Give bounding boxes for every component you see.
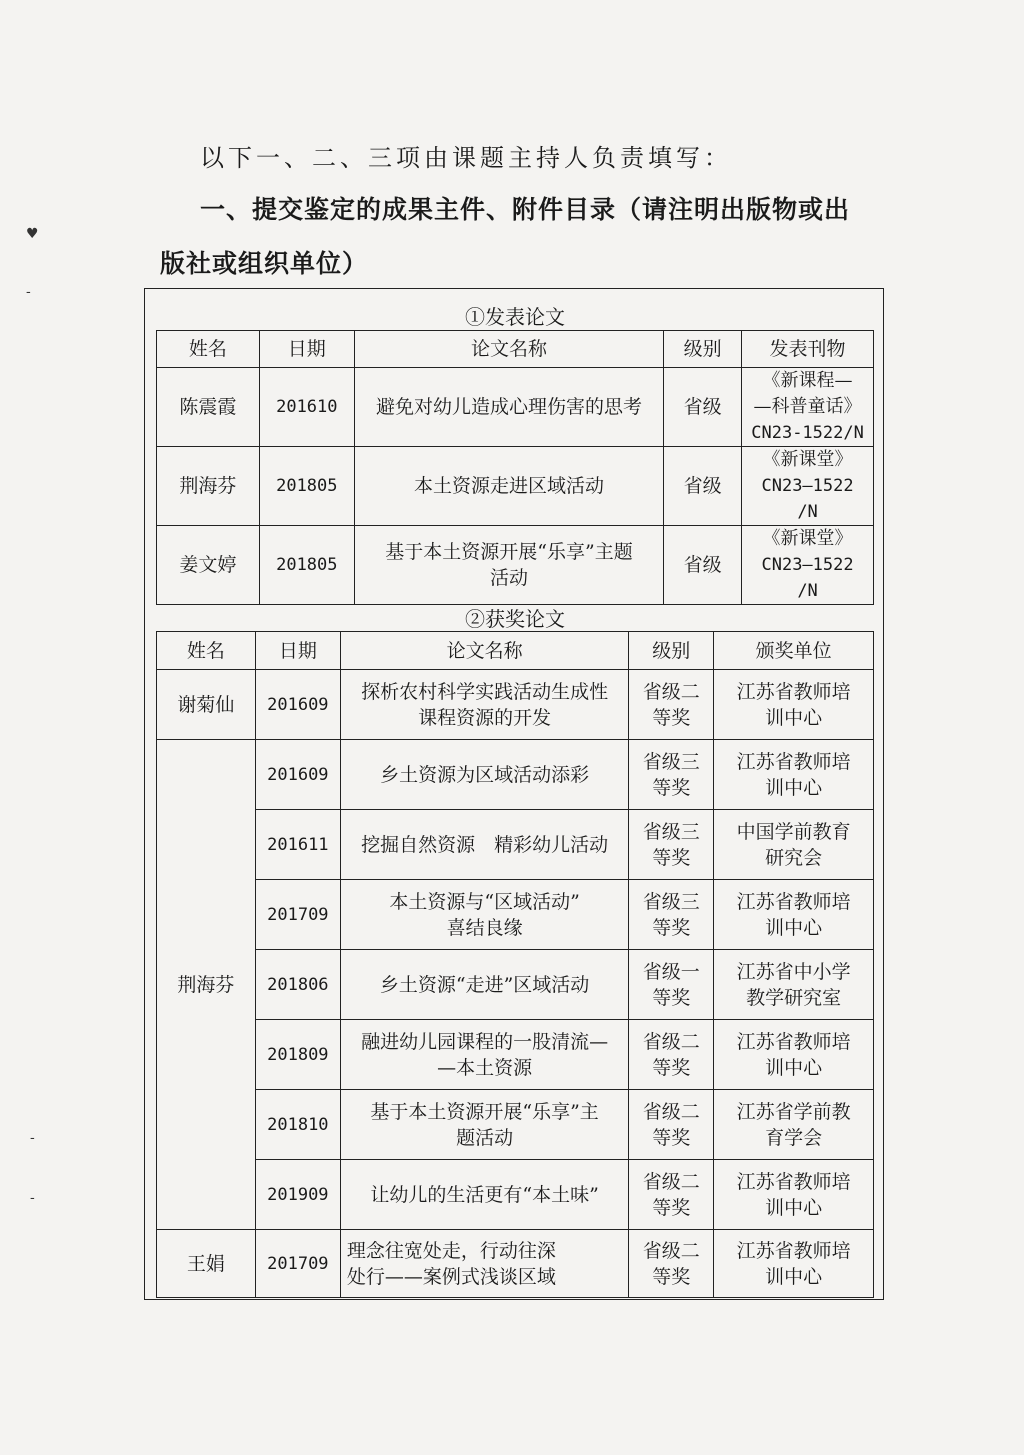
table-row bbox=[157, 1230, 874, 1298]
level-cell: 省级 bbox=[664, 368, 742, 447]
author-name: 荆海芬 bbox=[157, 447, 260, 526]
table-row bbox=[157, 950, 874, 1020]
heading-line-1: 一、提交鉴定的成果主件、附件目录（请注明出版物或出 bbox=[200, 195, 851, 224]
paper-title: 理念往宽处走，行动往深 处行——案例式浅谈区域 bbox=[340, 1230, 629, 1298]
header-journal: 发表刊物 bbox=[742, 331, 874, 368]
author-name: 陈震霞 bbox=[157, 368, 260, 447]
paper-title: 本土资源与“区域活动” 喜结良缘 bbox=[340, 880, 629, 950]
level-cell: 省级 bbox=[664, 526, 742, 605]
date-cell: 201809 bbox=[255, 1020, 340, 1090]
date-cell: 201805 bbox=[259, 526, 354, 605]
table-row bbox=[157, 1090, 874, 1160]
author-name: 谢菊仙 bbox=[157, 670, 256, 740]
level-cell: 省级 bbox=[664, 447, 742, 526]
awarded-header-row bbox=[157, 632, 874, 670]
table-row bbox=[157, 526, 874, 605]
paper-title: 挖掘自然资源 精彩幼儿活动 bbox=[340, 810, 629, 880]
published-caption: ①发表论文 bbox=[465, 305, 565, 329]
header-name: 姓名 bbox=[157, 632, 256, 670]
organizer-cell: 江苏省教师培 训中心 bbox=[714, 1020, 874, 1090]
header-title: 论文名称 bbox=[354, 331, 663, 368]
paper-title: 让幼儿的生活更有“本土味” bbox=[340, 1160, 629, 1230]
table-row bbox=[157, 1020, 874, 1090]
header-title: 论文名称 bbox=[340, 632, 629, 670]
paper-title: 乡土资源“走进”区域活动 bbox=[340, 950, 629, 1020]
date-cell: 201609 bbox=[255, 670, 340, 740]
paper-title: 避免对幼儿造成心理伤害的思考 bbox=[354, 368, 663, 447]
header-level: 级别 bbox=[664, 331, 742, 368]
level-cell: 省级一 等奖 bbox=[629, 950, 714, 1020]
header-name: 姓名 bbox=[157, 331, 260, 368]
organizer-cell: 江苏省教师培 训中心 bbox=[714, 740, 874, 810]
organizer-cell: 中国学前教育 研究会 bbox=[714, 810, 874, 880]
table-row bbox=[157, 447, 874, 526]
date-cell: 201805 bbox=[259, 447, 354, 526]
date-cell: 201611 bbox=[255, 810, 340, 880]
date-cell: 201709 bbox=[255, 880, 340, 950]
paper-title: 基于本土资源开展“乐享”主题 活动 bbox=[354, 526, 663, 605]
table-row bbox=[157, 880, 874, 950]
date-cell: 201810 bbox=[255, 1090, 340, 1160]
level-cell: 省级二 等奖 bbox=[629, 1090, 714, 1160]
organizer-cell: 江苏省学前教 育学会 bbox=[714, 1090, 874, 1160]
published-table bbox=[156, 330, 874, 605]
table-row bbox=[157, 1160, 874, 1230]
level-cell: 省级二 等奖 bbox=[629, 670, 714, 740]
organizer-cell: 江苏省教师培 训中心 bbox=[714, 1160, 874, 1230]
paper-title: 探析农村科学实践活动生成性 课程资源的开发 bbox=[340, 670, 629, 740]
header-level: 级别 bbox=[629, 632, 714, 670]
journal-cell: 《新课堂》 CN23—1522 /N bbox=[742, 526, 874, 605]
awarded-caption: ②获奖论文 bbox=[465, 607, 565, 631]
level-cell: 省级三 等奖 bbox=[629, 740, 714, 810]
journal-cell: 《新课堂》 CN23—1522 /N bbox=[742, 447, 874, 526]
author-name: 姜文婷 bbox=[157, 526, 260, 605]
results-form-frame bbox=[144, 288, 884, 1300]
awarded-table bbox=[156, 631, 874, 1298]
paper-title: 本土资源走进区域活动 bbox=[354, 447, 663, 526]
organizer-cell: 江苏省教师培 训中心 bbox=[714, 880, 874, 950]
header-date: 日期 bbox=[259, 331, 354, 368]
level-cell: 省级二 等奖 bbox=[629, 1160, 714, 1230]
intro-text: 以下一、二、三项由课题主持人负责填写： bbox=[200, 144, 732, 172]
level-cell: 省级二 等奖 bbox=[629, 1230, 714, 1298]
paper-title: 乡土资源为区域活动添彩 bbox=[340, 740, 629, 810]
date-cell: 201609 bbox=[255, 740, 340, 810]
organizer-cell: 江苏省教师培 训中心 bbox=[714, 1230, 874, 1298]
level-cell: 省级三 等奖 bbox=[629, 810, 714, 880]
header-organizer: 颁奖单位 bbox=[714, 632, 874, 670]
organizer-cell: 江苏省教师培 训中心 bbox=[714, 670, 874, 740]
date-cell: 201806 bbox=[255, 950, 340, 1020]
level-cell: 省级三 等奖 bbox=[629, 880, 714, 950]
table-row bbox=[157, 368, 874, 447]
paper-title: 融进幼儿园课程的一股清流— —本土资源 bbox=[340, 1020, 629, 1090]
date-cell: 201709 bbox=[255, 1230, 340, 1298]
table-row bbox=[157, 810, 874, 880]
table-row bbox=[157, 740, 874, 810]
date-cell: 201909 bbox=[255, 1160, 340, 1230]
paper-title: 基于本土资源开展“乐享”主 题活动 bbox=[340, 1090, 629, 1160]
published-header-row bbox=[157, 331, 874, 368]
header-date: 日期 bbox=[255, 632, 340, 670]
journal-cell: 《新课程— —科普童话》 CN23-1522/N bbox=[742, 368, 874, 447]
date-cell: 201610 bbox=[259, 368, 354, 447]
heading-line-2: 版社或组织单位） bbox=[160, 249, 369, 278]
organizer-cell: 江苏省中小学 教学研究室 bbox=[714, 950, 874, 1020]
level-cell: 省级二 等奖 bbox=[629, 1020, 714, 1090]
author-name: 王娟 bbox=[157, 1230, 256, 1298]
table-row bbox=[157, 670, 874, 740]
author-name: 荆海芬 bbox=[157, 740, 256, 1230]
